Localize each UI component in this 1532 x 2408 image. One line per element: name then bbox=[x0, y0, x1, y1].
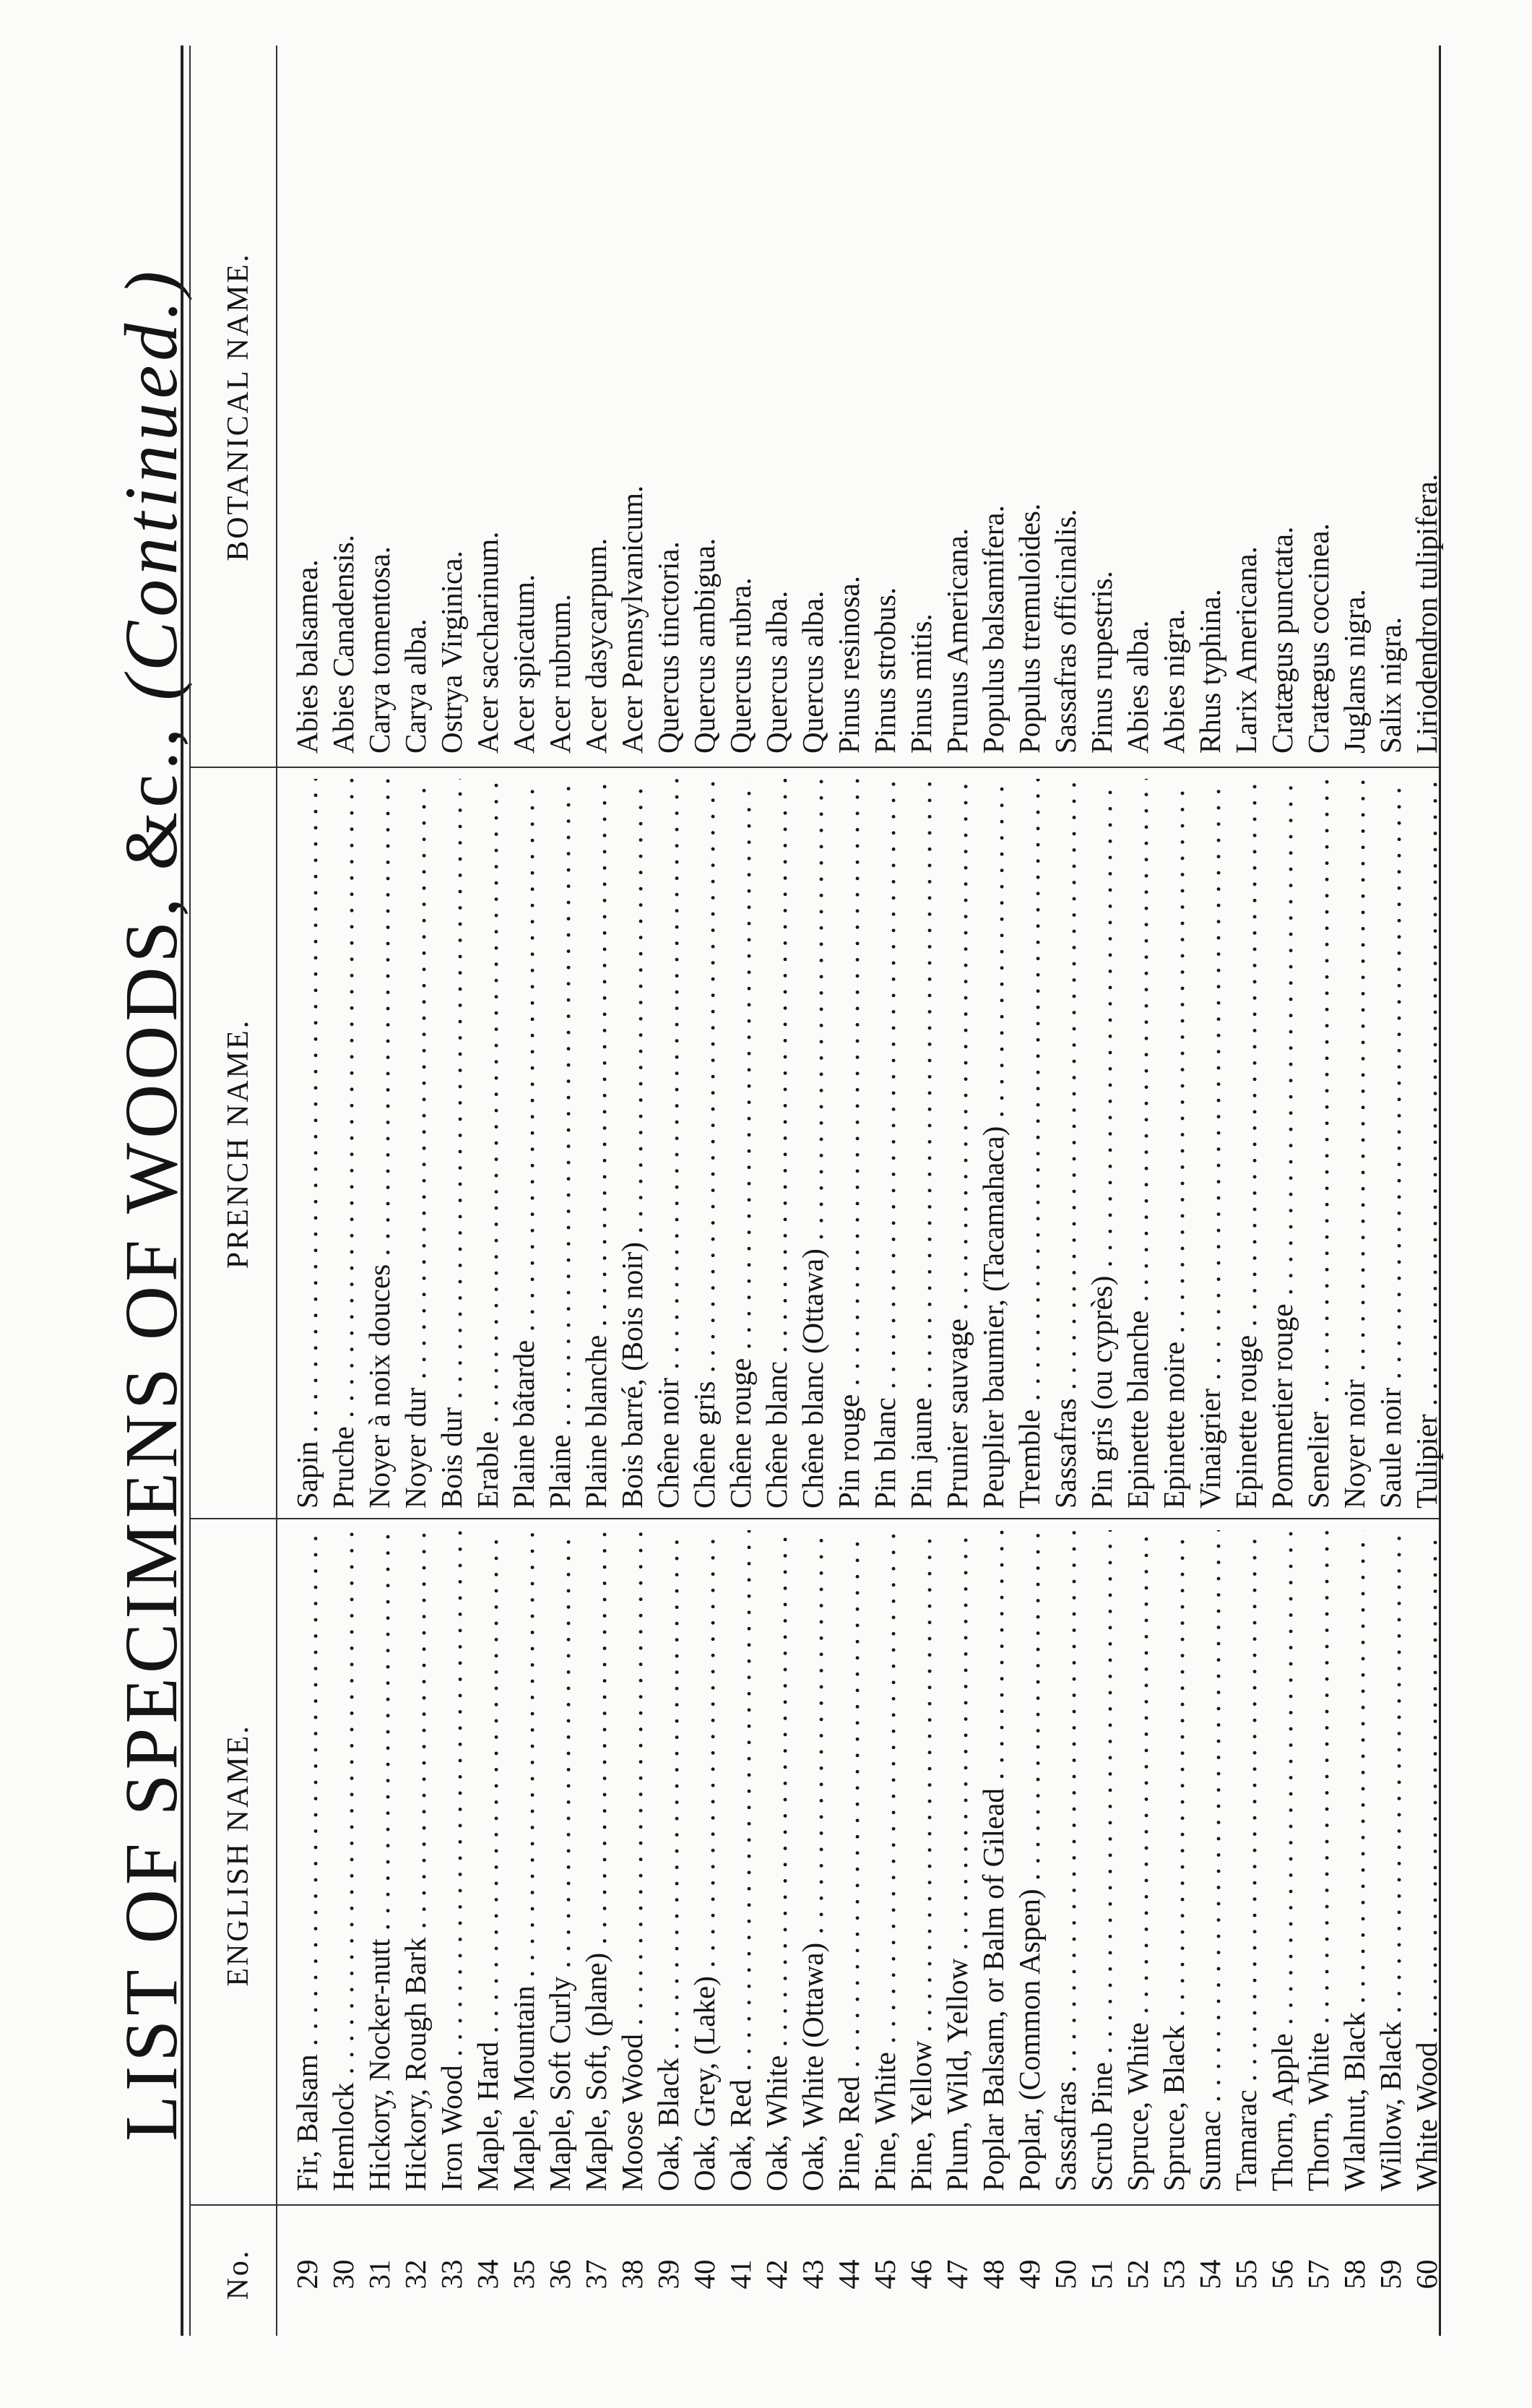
cell-botanical-name: Rhus typhina. bbox=[1193, 589, 1226, 754]
cell-french-name: Tremble . . . bbox=[1011, 779, 1047, 1509]
table-row bbox=[650, 0, 686, 2408]
cell-french-name: Chêne rouge . . . bbox=[722, 779, 758, 1509]
cell-french-name: Peuplier baumier, (Tacamahaca) . . . bbox=[975, 779, 1011, 1509]
bottom-rule bbox=[1439, 46, 1441, 2336]
cell-french-name: Epinette noire . . . bbox=[1156, 779, 1192, 1509]
cell-no: 33 bbox=[435, 2259, 468, 2290]
table-row bbox=[578, 0, 614, 2408]
cell-no: 58 bbox=[1338, 2259, 1371, 2290]
cell-botanical-name: Pinus mitis. bbox=[904, 613, 938, 754]
cell-french-name: Tulipier . . . bbox=[1408, 779, 1445, 1509]
column-header-no: No. bbox=[222, 2248, 255, 2300]
cell-no: 54 bbox=[1193, 2259, 1226, 2290]
table-row bbox=[1300, 0, 1336, 2408]
cell-botanical-name: Abies balsamea. bbox=[290, 559, 324, 754]
cell-botanical-name: Abies nigra. bbox=[1157, 608, 1190, 754]
cell-no: 52 bbox=[1121, 2259, 1154, 2290]
cell-botanical-name: Salix nigra. bbox=[1374, 616, 1407, 754]
cell-botanical-name: Carya tomentosa. bbox=[363, 546, 396, 754]
table-row bbox=[758, 0, 795, 2408]
cell-english-name: Hickory, Nocker-nutt . . . bbox=[361, 1530, 397, 2191]
cell-english-name: Maple, Mountain . . . bbox=[506, 1530, 542, 2191]
cell-french-name: Saule noir . . . bbox=[1372, 779, 1408, 1509]
header-rule bbox=[276, 46, 277, 2336]
cell-no: 43 bbox=[796, 2259, 829, 2290]
cell-english-name: Plum, Wild, Yellow . . . bbox=[939, 1530, 975, 2191]
title-continued: (Continued.) bbox=[110, 267, 193, 701]
cell-french-name: Sassafras . . . bbox=[1047, 779, 1083, 1509]
cell-english-name: Poplar, (Common Aspen) . . . bbox=[1011, 1530, 1047, 2191]
column-header-botanical: BOTANICAL NAME. bbox=[222, 252, 255, 561]
top-rule-thin bbox=[189, 46, 191, 2336]
cell-botanical-name: Quercus tinctoria. bbox=[652, 541, 685, 754]
cell-english-name: Hemlock . . . bbox=[325, 1530, 361, 2191]
cell-no: 42 bbox=[760, 2259, 793, 2290]
cell-botanical-name: Acer rubrum. bbox=[543, 594, 576, 754]
table-row bbox=[831, 0, 867, 2408]
cell-english-name: Poplar Balsam, or Balm of Gilead . . . bbox=[975, 1530, 1011, 2191]
cell-french-name: Noyer à noix douces . . . bbox=[361, 779, 397, 1509]
cell-english-name: Maple, Soft, (plane) . . . bbox=[578, 1530, 614, 2191]
cell-english-name: Pine, White . . . bbox=[867, 1530, 903, 2191]
cell-botanical-name: Liriodendron tulipifera. bbox=[1410, 473, 1443, 754]
table-row bbox=[289, 0, 325, 2408]
table-row bbox=[722, 0, 758, 2408]
cell-no: 59 bbox=[1374, 2259, 1407, 2290]
table-row bbox=[1372, 0, 1408, 2408]
cell-no: 48 bbox=[977, 2259, 1010, 2290]
cell-french-name: Senelier . . . bbox=[1300, 779, 1336, 1509]
table-row bbox=[686, 0, 722, 2408]
cell-english-name: Tamarac . . . bbox=[1228, 1530, 1264, 2191]
cell-french-name: Noyer noir . . . bbox=[1336, 779, 1372, 1509]
table-row bbox=[506, 0, 542, 2408]
cell-english-name: Maple, Hard . . . bbox=[469, 1530, 506, 2191]
cell-no: 37 bbox=[579, 2259, 613, 2290]
cell-english-name: Oak, White . . . bbox=[758, 1530, 795, 2191]
cell-botanical-name: Quercus alba. bbox=[796, 590, 829, 754]
cell-french-name: Chêne noir . . . bbox=[650, 779, 686, 1509]
cell-no: 39 bbox=[652, 2259, 685, 2290]
cell-english-name: Iron Wood . . . bbox=[433, 1530, 469, 2191]
cell-botanical-name: Larix Americana. bbox=[1229, 546, 1263, 754]
top-rule bbox=[181, 46, 183, 2336]
cell-french-name: Pruche . . . bbox=[325, 779, 361, 1509]
table-row bbox=[397, 0, 433, 2408]
cell-botanical-name: Abies Canadensis. bbox=[326, 535, 360, 754]
cell-botanical-name: Cratægus punctata. bbox=[1265, 526, 1299, 754]
cell-french-name: Epinette blanche . . . bbox=[1120, 779, 1156, 1509]
table-row bbox=[1120, 0, 1156, 2408]
cell-french-name: Bois barré, (Bois noir) . . . bbox=[614, 779, 650, 1509]
cell-french-name: Plaine bâtarde . . . bbox=[506, 779, 542, 1509]
table-row bbox=[1083, 0, 1120, 2408]
cell-english-name: Fir, Balsam . . . bbox=[289, 1530, 325, 2191]
cell-english-name: White Wood . . . bbox=[1408, 1530, 1445, 2191]
table-row bbox=[361, 0, 397, 2408]
cell-english-name: Scrub Pine . . . bbox=[1083, 1530, 1120, 2191]
table-row bbox=[975, 0, 1011, 2408]
cell-french-name: Plaine . . . bbox=[542, 779, 578, 1509]
cell-no: 53 bbox=[1157, 2259, 1190, 2290]
cell-botanical-name: Juglans nigra. bbox=[1338, 589, 1371, 754]
cell-french-name: Prunier sauvage . . . bbox=[939, 779, 975, 1509]
cell-no: 44 bbox=[832, 2259, 865, 2290]
cell-french-name: Vinaigrier . . . bbox=[1192, 779, 1228, 1509]
cell-french-name: Noyer dur . . . bbox=[397, 779, 433, 1509]
table-row bbox=[433, 0, 469, 2408]
cell-english-name: Spruce, White . . . bbox=[1120, 1530, 1156, 2191]
cell-botanical-name: Acer saccharinum. bbox=[471, 531, 504, 754]
cell-french-name: Chêne gris . . . bbox=[686, 779, 722, 1509]
cell-french-name: Pin rouge . . . bbox=[831, 779, 867, 1509]
table-row bbox=[1156, 0, 1192, 2408]
table-row bbox=[903, 0, 939, 2408]
cell-no: 35 bbox=[507, 2259, 540, 2290]
cell-english-name: Willow, Black . . . bbox=[1372, 1530, 1408, 2191]
cell-botanical-name: Populus balsamifera. bbox=[977, 505, 1010, 754]
cell-english-name: Oak, Red . . . bbox=[722, 1530, 758, 2191]
cell-no: 30 bbox=[326, 2259, 360, 2290]
cell-botanical-name: Populus tremuloides. bbox=[1013, 503, 1046, 754]
cell-botanical-name: Quercus alba. bbox=[760, 590, 793, 754]
cell-botanical-name: Acer dasycarpum. bbox=[579, 538, 613, 754]
cell-french-name: Sapin . . . bbox=[289, 779, 325, 1509]
cell-botanical-name: Quercus rubra. bbox=[724, 577, 757, 754]
cell-french-name: Chêne blanc (Ottawa) . . . bbox=[795, 779, 831, 1509]
cell-french-name: Chêne blanc . . . bbox=[758, 779, 795, 1509]
table-row bbox=[614, 0, 650, 2408]
cell-french-name: Pommetier rouge . . . bbox=[1264, 779, 1300, 1509]
table-row bbox=[1047, 0, 1083, 2408]
cell-no: 40 bbox=[688, 2259, 721, 2290]
table-row bbox=[325, 0, 361, 2408]
table-row bbox=[867, 0, 903, 2408]
cell-english-name: Moose Wood . . . bbox=[614, 1530, 650, 2191]
cell-no: 47 bbox=[940, 2259, 974, 2290]
cell-english-name: Sumac . . . bbox=[1192, 1530, 1228, 2191]
cell-no: 36 bbox=[543, 2259, 576, 2290]
cell-no: 57 bbox=[1302, 2259, 1335, 2290]
column-header-french: PRENCH NAME. bbox=[222, 1018, 255, 1269]
cell-no: 60 bbox=[1410, 2259, 1443, 2290]
cell-french-name: Bois dur . . . bbox=[433, 779, 469, 1509]
cell-no: 49 bbox=[1013, 2259, 1046, 2290]
table-row bbox=[542, 0, 578, 2408]
table-row bbox=[1228, 0, 1264, 2408]
table-row bbox=[1336, 0, 1372, 2408]
cell-french-name: Pin gris (ou cyprès) . . . bbox=[1083, 779, 1120, 1509]
cell-no: 31 bbox=[363, 2259, 396, 2290]
cell-english-name: Pine, Red . . . bbox=[831, 1530, 867, 2191]
table-row bbox=[1192, 0, 1228, 2408]
cell-botanical-name: Quercus ambigua. bbox=[688, 538, 721, 754]
cell-english-name: Oak, Black . . . bbox=[650, 1530, 686, 2191]
cell-french-name: Pin blanc . . . bbox=[867, 779, 903, 1509]
cell-english-name: Sassafras . . . bbox=[1047, 1530, 1083, 2191]
cell-no: 50 bbox=[1049, 2259, 1082, 2290]
cell-no: 29 bbox=[290, 2259, 324, 2290]
cell-botanical-name: Carya alba. bbox=[399, 618, 432, 754]
cell-botanical-name: Cratægus coccinea. bbox=[1302, 523, 1335, 754]
cell-botanical-name: Prunus Americana. bbox=[940, 528, 974, 754]
cell-botanical-name: Acer spicatum. bbox=[507, 574, 540, 754]
cell-english-name: Hickory, Rough Bark . . . bbox=[397, 1530, 433, 2191]
cell-no: 55 bbox=[1229, 2259, 1263, 2290]
cell-english-name: Pine, Yellow . . . bbox=[903, 1530, 939, 2191]
cell-french-name: Plaine blanche . . . bbox=[578, 779, 614, 1509]
cell-english-name: Wlalnut, Black . . . bbox=[1336, 1530, 1372, 2191]
cell-botanical-name: Ostrya Virginica. bbox=[435, 551, 468, 754]
cell-no: 38 bbox=[615, 2259, 649, 2290]
table-row bbox=[795, 0, 831, 2408]
cell-french-name: Pin jaune . . . bbox=[903, 779, 939, 1509]
cell-no: 41 bbox=[724, 2259, 757, 2290]
title-main: LIST OF SPECIMENS OF WOODS, &c., bbox=[110, 700, 193, 2141]
cell-no: 46 bbox=[904, 2259, 938, 2290]
column-header-english: ENGLISH NAME. bbox=[222, 1724, 255, 1987]
table-row bbox=[1011, 0, 1047, 2408]
cell-no: 56 bbox=[1265, 2259, 1299, 2290]
cell-botanical-name: Abies alba. bbox=[1121, 620, 1154, 754]
cell-english-name: Spruce, Black . . . bbox=[1156, 1530, 1192, 2191]
cell-english-name: Maple, Soft Curly . . . bbox=[542, 1530, 578, 2191]
cell-french-name: Epinette rouge . . . bbox=[1228, 779, 1264, 1509]
cell-botanical-name: Acer Pennsylvanicum. bbox=[615, 485, 649, 754]
cell-no: 34 bbox=[471, 2259, 504, 2290]
cell-no: 32 bbox=[399, 2259, 432, 2290]
cell-english-name: Oak, White (Ottawa) . . . bbox=[795, 1530, 831, 2191]
cell-no: 51 bbox=[1085, 2259, 1118, 2290]
table-row bbox=[469, 0, 506, 2408]
cell-botanical-name: Sassafras officinalis. bbox=[1049, 509, 1082, 754]
cell-french-name: Erable . . . bbox=[469, 779, 506, 1509]
cell-english-name: Thorn, White . . . bbox=[1300, 1530, 1336, 2191]
cell-english-name: Oak, Grey, (Lake) . . . bbox=[686, 1530, 722, 2191]
cell-botanical-name: Pinus strobus. bbox=[868, 587, 901, 754]
cell-english-name: Thorn, Apple . . . bbox=[1264, 1530, 1300, 2191]
cell-botanical-name: Pinus rupestris. bbox=[1085, 571, 1118, 754]
table-row bbox=[1264, 0, 1300, 2408]
cell-botanical-name: Pinus resinosa. bbox=[832, 576, 865, 754]
table-row bbox=[939, 0, 975, 2408]
cell-no: 45 bbox=[868, 2259, 901, 2290]
